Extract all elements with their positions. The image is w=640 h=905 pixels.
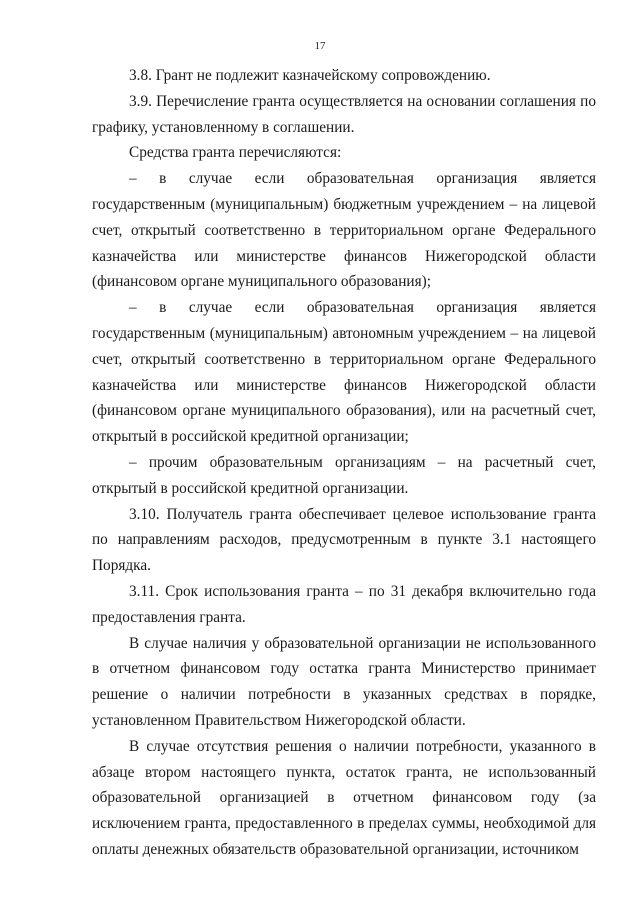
paragraph-autonomous-institution: – в случае если образовательная организация является государственным (муниципальным) автономным учреждением – на лицевой счет, открытый соответственно в территориальном органе Федерального казначейства или министерстве финансов Нижегородской области (финансовом органе муниципального образования), или на расчетный счет, открытый в российской кредитной организации; [92, 299, 596, 446]
page-number: 17 [314, 40, 326, 52]
paragraph-3-9: 3.9. Перечисление гранта осуществляется на основании соглашения по графику, установленному в соглашении. [92, 92, 596, 136]
paragraph-3-10: 3.10. Получатель гранта обеспечивает целевое использование гранта по направлениям расходов, предусмотренным в пункте 3.1 настоящего Порядка. [92, 505, 596, 575]
paragraph-no-decision: В случае отсутствия решения о наличии потребности, указанного в абзаце втором настоящего пункта, остаток гранта, не использованный образовательной организацией в отчетном финансовом году (за исключением гранта, предоставленного в пределах суммы, необходимой для оплаты денежных обязательств образовательной организации, источником [92, 737, 596, 858]
paragraph-unused-balance: В случае наличия у образовательной организации не использованного в отчетном финансовом году остатка гранта Министерство принимает решение о наличии потребности в указанных средствах в порядке, установленном Правительством Нижегородской области. [92, 634, 596, 729]
document-body [92, 63, 596, 863]
paragraph-transfer-intro: Средства гранта перечисляются: [129, 144, 342, 162]
paragraph-3-8: 3.8. Грант не подлежит казначейскому сопровождению. [129, 67, 491, 84]
paragraph-other-organizations: – прочим образовательным организациям – на расчетный счет, открытый в российской кредитной организации. [92, 453, 596, 497]
paragraph-budget-institution: – в случае если образовательная организация является государственным (муниципальным) бюджетным учреждением – на лицевой счет, открытый соответственно в территориальном органе Федерального казначейства или министерстве финансов Нижегородской области (финансовом органе муниципального образования); [92, 170, 596, 291]
paragraph-3-11: 3.11. Срок использования гранта – по 31 декабря включительно года предоставления гранта. [92, 582, 596, 626]
